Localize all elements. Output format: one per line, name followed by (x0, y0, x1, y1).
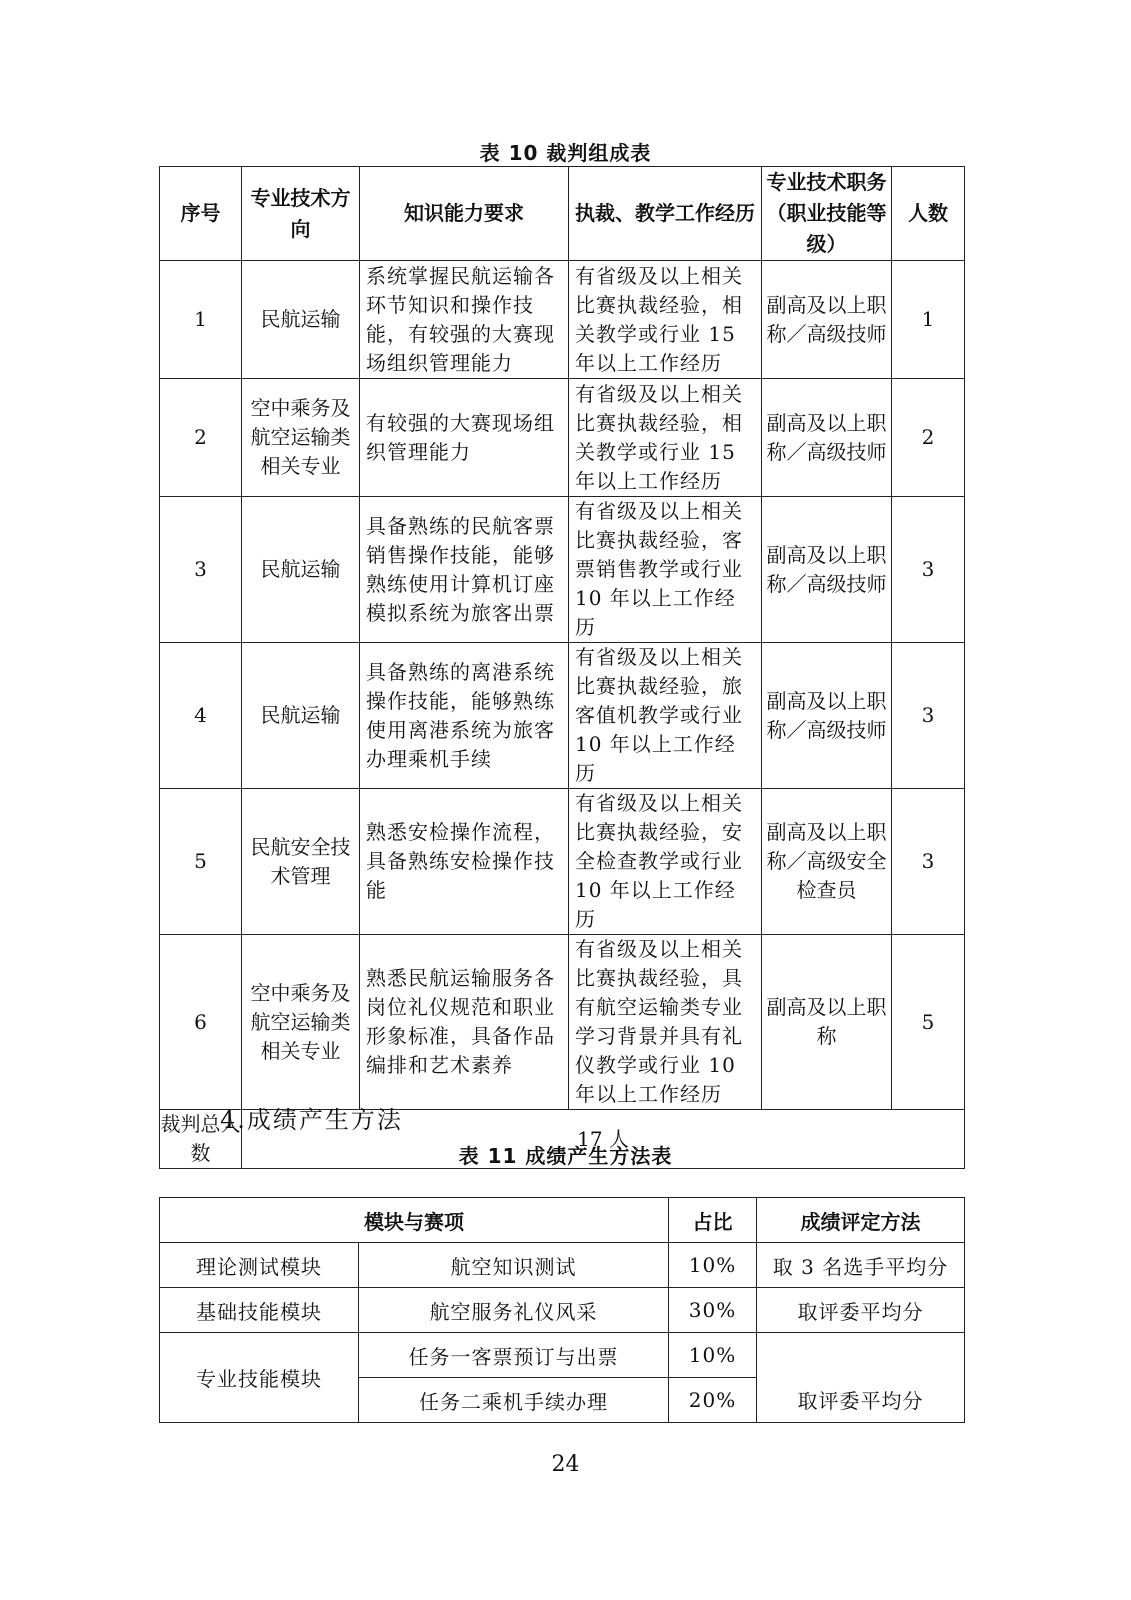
row-no: 3 (160, 497, 242, 643)
row-count: 3 (892, 789, 965, 935)
table-row (160, 261, 965, 379)
table-row (160, 1333, 965, 1378)
ratio-cell: 10% (669, 1243, 757, 1288)
row-no: 1 (160, 261, 242, 379)
ratio-cell: 10% (669, 1333, 757, 1378)
scoring-method-table (159, 1197, 965, 1423)
module-cell: 理论测试模块 (160, 1243, 359, 1288)
row-no: 6 (160, 935, 242, 1110)
row-experience: 有省级及以上相关比赛执裁经验，相关教学或行业 15 年以上工作经历 (569, 379, 762, 497)
item-cell: 航空知识测试 (359, 1243, 669, 1288)
row-direction: 空中乘务及航空运输类相关专业 (242, 379, 360, 497)
row-experience: 有省级及以上相关比赛执裁经验，安全检查教学或行业 10 年以上工作经历 (569, 789, 762, 935)
header-requirement: 知识能力要求 (360, 167, 569, 261)
row-no: 5 (160, 789, 242, 935)
ratio-cell: 30% (669, 1288, 757, 1333)
row-title: 副高及以上职称／高级技师 (762, 379, 892, 497)
row-requirement: 系统掌握民航运输各环节知识和操作技能，有较强的大赛现场组织管理能力 (360, 261, 569, 379)
total-value: 17 人 (242, 1110, 965, 1169)
row-requirement: 具备熟练的民航客票销售操作技能，能够熟练使用计算机订座模拟系统为旅客出票 (360, 497, 569, 643)
header-experience: 执裁、教学工作经历 (569, 167, 762, 261)
method-cell: 取评委平均分 (757, 1288, 965, 1333)
page-number: 24 (551, 1452, 580, 1477)
row-title: 副高及以上职称／高级安全检查员 (762, 789, 892, 935)
table-row (160, 497, 965, 643)
item-cell: 任务一客票预订与出票 (359, 1333, 669, 1378)
table-row (160, 1288, 965, 1333)
row-direction: 民航运输 (242, 261, 360, 379)
module-cell: 基础技能模块 (160, 1288, 359, 1333)
item-cell: 航空服务礼仪风采 (359, 1288, 669, 1333)
row-title: 副高及以上职称 (762, 935, 892, 1110)
row-direction: 民航运输 (242, 497, 360, 643)
row-experience: 有省级及以上相关比赛执裁经验，旅客值机教学或行业 10 年以上工作经历 (569, 643, 762, 789)
row-requirement: 熟悉民航运输服务各岗位礼仪规范和职业形象标准，具备作品编排和艺术素养 (360, 935, 569, 1110)
row-no: 2 (160, 379, 242, 497)
table10-caption: 表 10 裁判组成表 (479, 141, 652, 165)
row-experience: 有省级及以上相关比赛执裁经验，客票销售教学或行业 10 年以上工作经历 (569, 497, 762, 643)
row-count: 5 (892, 935, 965, 1110)
table-row (160, 379, 965, 497)
row-experience: 有省级及以上相关比赛执裁经验，相关教学或行业 15 年以上工作经历 (569, 261, 762, 379)
row-requirement: 有较强的大赛现场组织管理能力 (360, 379, 569, 497)
header-title: 专业技术职务（职业技能等级） (762, 167, 892, 261)
row-count: 3 (892, 643, 965, 789)
table-row (160, 1243, 965, 1288)
header-module: 模块与赛项 (160, 1198, 669, 1243)
row-count: 1 (892, 261, 965, 379)
row-no: 4 (160, 643, 242, 789)
row-direction: 民航安全技术管理 (242, 789, 360, 935)
header-count: 人数 (892, 167, 965, 261)
row-count: 3 (892, 497, 965, 643)
row-requirement: 具备熟练的离港系统操作技能，能够熟练使用离港系统为旅客办理乘机手续 (360, 643, 569, 789)
row-title: 副高及以上职称／高级技师 (762, 643, 892, 789)
table11-caption: 表 11 成绩产生方法表 (458, 1144, 673, 1168)
table-header-row (160, 1198, 965, 1243)
item-cell: 任务二乘机手续办理 (359, 1378, 669, 1423)
row-requirement: 熟悉安检操作流程，具备熟练安检操作技能 (360, 789, 569, 935)
method-cell: 取评委平均分 (757, 1333, 965, 1423)
row-direction: 空中乘务及航空运输类相关专业 (242, 935, 360, 1110)
table-header-row (160, 167, 965, 261)
referee-composition-table (159, 166, 965, 1169)
module-cell: 专业技能模块 (160, 1333, 359, 1423)
header-ratio: 占比 (669, 1198, 757, 1243)
ratio-cell: 20% (669, 1378, 757, 1423)
row-experience: 有省级及以上相关比赛执裁经验，具有航空运输类专业学习背景并具有礼仪教学或行业 10 年以上工作经历 (569, 935, 762, 1110)
table-row (160, 643, 965, 789)
table-row (160, 789, 965, 935)
row-title: 副高及以上职称／高级技师 (762, 261, 892, 379)
method-cell: 取 3 名选手平均分 (757, 1243, 965, 1288)
header-direction: 专业技术方向 (242, 167, 360, 261)
section-heading: 4.成绩产生方法 (220, 1106, 403, 1134)
row-title: 副高及以上职称／高级技师 (762, 497, 892, 643)
table-row (160, 935, 965, 1110)
row-direction: 民航运输 (242, 643, 360, 789)
header-method: 成绩评定方法 (757, 1198, 965, 1243)
header-no: 序号 (160, 167, 242, 261)
row-count: 2 (892, 379, 965, 497)
total-label: 裁判总人数 (160, 1110, 242, 1169)
